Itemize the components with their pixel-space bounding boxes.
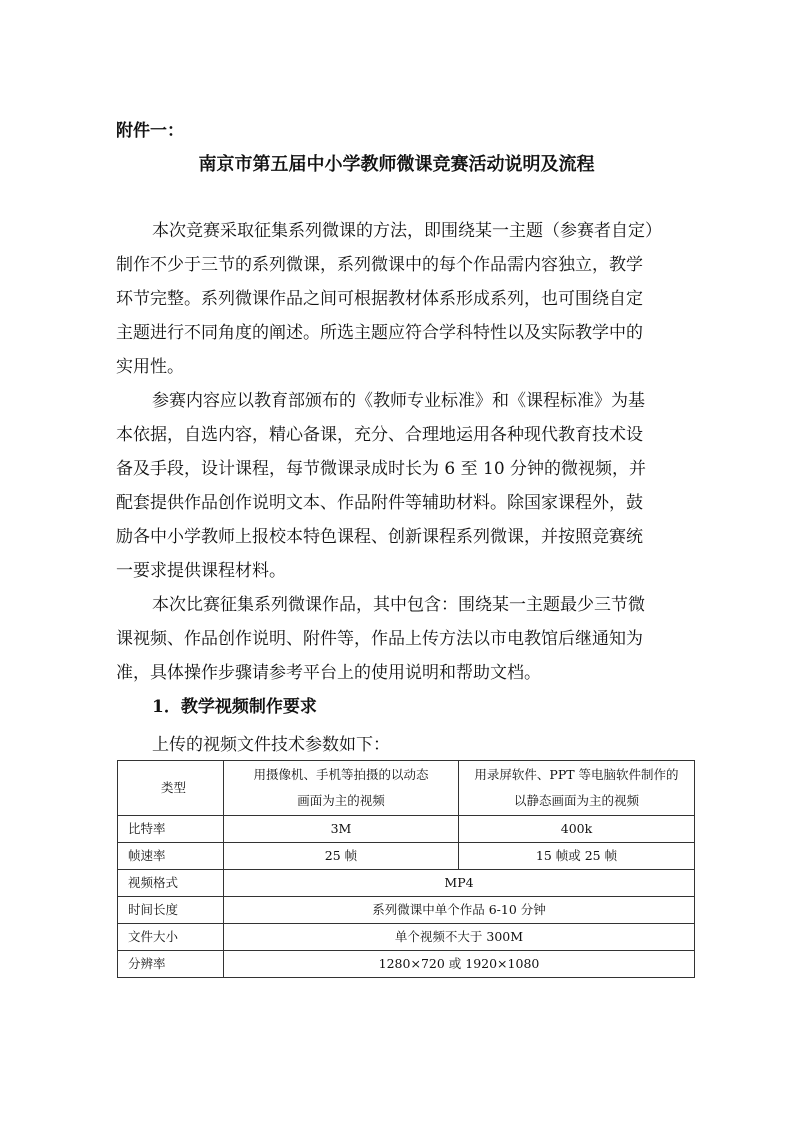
table-cell-merged: 系列微课中单个作品 6-10 分钟 xyxy=(224,897,695,924)
table-row xyxy=(118,843,695,870)
paragraph-3 xyxy=(116,588,696,690)
row-label: 比特率 xyxy=(118,816,224,843)
paragraph-line: 准，具体操作步骤请参考平台上的使用说明和帮助文档。 xyxy=(116,663,541,683)
table-lead-text: 上传的视频文件技术参数如下： xyxy=(152,735,390,755)
paragraph-line: 环节完整。系列微课作品之间可根据教材体系形成系列，也可围绕自定 xyxy=(116,289,643,309)
row-label: 文件大小 xyxy=(118,924,224,951)
table-row xyxy=(118,924,695,951)
document-title: 南京市第五届中小学教师微课竞赛活动说明及流程 xyxy=(198,154,595,175)
paragraph-1 xyxy=(116,214,696,384)
section-heading: 1．教学视频制作要求 xyxy=(152,697,317,717)
attachment-label: 附件一： xyxy=(116,121,184,141)
header-cell-line: 用录屏软件、PPT 等电脑软件制作的 xyxy=(474,767,679,782)
table-cell-merged: 1280×720 或 1920×1080 xyxy=(224,951,695,978)
table-cell: 400k xyxy=(459,816,695,843)
table-row xyxy=(118,951,695,978)
paragraph-line: 励各中小学教师上报校本特色课程、创新课程系列微课，并按照竞赛统 xyxy=(116,527,643,547)
paragraph-line: 制作不少于三节的系列微课，系列微课中的每个作品需内容独立，教学 xyxy=(116,255,643,275)
paragraph-line: 参赛内容应以教育部颁布的《教师专业标准》和《课程标准》为基 xyxy=(152,391,645,411)
header-dynamic-video-cell xyxy=(224,761,459,816)
paragraph-line: 本次竞赛采取征集系列微课的方法，即围绕某一主题（参赛者自定） xyxy=(152,221,662,241)
paragraph-line: 本次比赛征集系列微课作品，其中包含：围绕某一主题最少三节微 xyxy=(152,595,645,615)
paragraph-2 xyxy=(116,384,696,588)
header-cell-line: 用摄像机、手机等拍摄的以动态 xyxy=(253,767,429,782)
header-type-cell: 类型 xyxy=(118,761,224,816)
table-cell-merged: 单个视频不大于 300M xyxy=(224,924,695,951)
paragraph-line: 实用性。 xyxy=(116,357,184,377)
table-row xyxy=(118,870,695,897)
table-cell-merged: MP4 xyxy=(224,870,695,897)
table-cell: 3M xyxy=(224,816,459,843)
header-static-video-cell xyxy=(459,761,695,816)
row-label: 时间长度 xyxy=(118,897,224,924)
paragraph-line: 课视频、作品创作说明、附件等，作品上传方法以市电教馆后继通知为 xyxy=(116,629,643,649)
video-spec-table xyxy=(117,760,695,978)
paragraph-line: 主题进行不同角度的阐述。所选主题应符合学科特性以及实际教学中的 xyxy=(116,323,643,343)
table-header-row xyxy=(118,761,695,816)
paragraph-line: 本依据，自选内容，精心备课，充分、合理地运用各种现代教育技术设 xyxy=(116,425,643,445)
paragraph-line: 配套提供作品创作说明文本、作品附件等辅助材料。除国家课程外，鼓 xyxy=(116,493,643,513)
row-label: 帧速率 xyxy=(118,843,224,870)
table-cell: 25 帧 xyxy=(224,843,459,870)
paragraph-line: 备及手段，设计课程，每节微课录成时长为 6 至 10 分钟的微视频，并 xyxy=(116,459,647,479)
row-label: 分辨率 xyxy=(118,951,224,978)
table-cell: 15 帧或 25 帧 xyxy=(459,843,695,870)
header-cell-line: 以静态画面为主的视频 xyxy=(513,793,639,808)
table-row xyxy=(118,897,695,924)
paragraph-line: 一要求提供课程材料。 xyxy=(116,561,286,581)
header-cell-line: 画面为主的视频 xyxy=(297,793,385,808)
table-row xyxy=(118,816,695,843)
row-label: 视频格式 xyxy=(118,870,224,897)
